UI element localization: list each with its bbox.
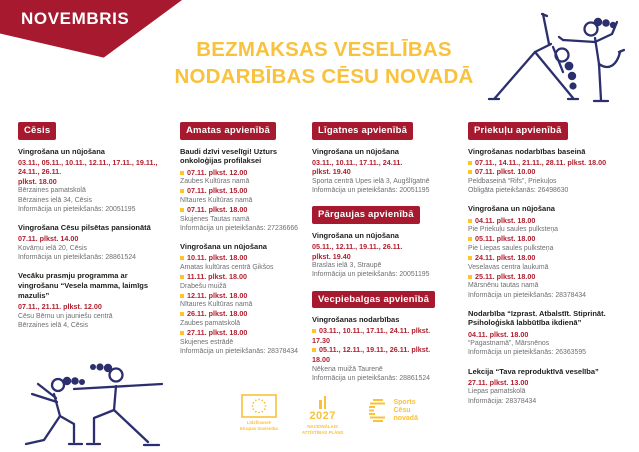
event-venue: Nītaures Kultūras namā bbox=[180, 196, 253, 204]
event-date: 10.11. plkst. 18.00 bbox=[180, 253, 304, 263]
event-venue: Cēsu Bērnu un jauniešu centrā bbox=[18, 312, 113, 320]
event-date: 03.11., 10.11., 17.11., 24.11. bbox=[312, 157, 403, 167]
square-bullet-icon bbox=[312, 348, 316, 352]
section-header: Pārgaujas apvienībā bbox=[312, 206, 420, 224]
event bbox=[18, 147, 168, 215]
square-bullet-icon bbox=[468, 275, 472, 279]
footer-logos bbox=[240, 394, 418, 435]
event-date: 27.11. plkst. 13.00 bbox=[468, 377, 529, 387]
event bbox=[18, 223, 168, 262]
event-date: 05.11., 12.11., 19.11., 26.11. bbox=[312, 242, 403, 251]
sports-cesu-novada-logo bbox=[367, 397, 418, 425]
event-title: Vingrošana un nūjošana bbox=[312, 230, 399, 240]
square-bullet-icon bbox=[180, 189, 184, 193]
square-bullet-icon bbox=[180, 312, 184, 316]
event-date: 24.11. plkst. 18.00 bbox=[468, 253, 632, 263]
event bbox=[312, 315, 450, 383]
square-bullet-icon bbox=[180, 294, 184, 298]
event-venue: Informācija un pieteikšanās: 20051195 bbox=[312, 271, 430, 279]
event-venue: Braslas ielā 3, Straupē bbox=[312, 262, 382, 270]
event-date: 05.11. plkst. 18.00 bbox=[468, 234, 632, 244]
event-venue: Skujenes estrādē bbox=[180, 338, 234, 346]
ndp-2027-logo bbox=[302, 394, 344, 435]
section bbox=[312, 120, 450, 195]
square-bullet-icon bbox=[468, 170, 472, 174]
event-venue: Informācija un pieteikšanās: 28378434 bbox=[468, 291, 586, 299]
event-venue: Bērzaines ielā 34, Cēsis bbox=[18, 196, 92, 204]
ndp-logo-caption: NACIONĀLAIS ATTĪSTĪBAS PLĀNS bbox=[301, 424, 344, 435]
section bbox=[468, 120, 632, 406]
section-header: Amatas apvienībā bbox=[180, 122, 276, 140]
schedule-column-amatas bbox=[180, 120, 304, 365]
event-title: Vingrošana un nūjošana bbox=[180, 241, 267, 251]
square-bullet-icon bbox=[468, 256, 472, 260]
event-venue: Nēķena muižā Taurenē bbox=[312, 365, 383, 373]
event bbox=[180, 242, 304, 356]
event-date: 07.11. plkst. 15.00 bbox=[180, 186, 304, 196]
exercise-figures-illustration bbox=[16, 354, 168, 452]
section bbox=[312, 289, 450, 383]
event bbox=[18, 271, 168, 330]
section-header: Priekuļu apvienībā bbox=[468, 122, 568, 140]
square-bullet-icon bbox=[312, 329, 316, 333]
event-venue: Informācija un pieteikšanās: 28861524 bbox=[312, 374, 430, 382]
event-date: 07.11. plkst. 10.00 bbox=[468, 167, 632, 177]
event bbox=[312, 231, 450, 280]
event-date: 07.11. plkst. 14.00 bbox=[18, 234, 79, 244]
event-venue: Zaubes pamatskolā bbox=[180, 320, 241, 327]
schedule-column-priekuli bbox=[468, 120, 632, 415]
event-title: Vingrošana un nūjošana bbox=[468, 204, 555, 214]
event-title: Vingrošana Cēsu pilsētas pansionātā bbox=[18, 223, 151, 232]
striped-c-icon bbox=[367, 397, 387, 425]
event-date: 03.11., 10.11., 17.11., 24.11. plkst. 17.30 bbox=[312, 326, 431, 345]
event-venue: Pie Liepas saules pulksteņa bbox=[468, 244, 554, 252]
eu-logo-caption: Līdzfinansē Eiropas Savienība bbox=[240, 420, 278, 431]
section bbox=[312, 204, 450, 279]
section-header: Vecpiebalgas apvienībā bbox=[312, 291, 435, 309]
event-venue: Zaubes Kultūras namā bbox=[180, 178, 250, 186]
section-header: Līgatnes apvienībā bbox=[312, 122, 413, 140]
ndp-bars-icon bbox=[319, 396, 326, 409]
yoga-pose-icon bbox=[483, 2, 633, 106]
section bbox=[180, 120, 304, 356]
event bbox=[468, 204, 632, 299]
event bbox=[468, 309, 632, 358]
square-bullet-icon bbox=[180, 171, 184, 175]
event-date: plkst. 19.40 bbox=[312, 251, 351, 261]
title-line-2: NODARBĪBAS CĒSU NOVADĀ bbox=[174, 64, 474, 88]
event-venue: Drabešu muižā bbox=[180, 282, 227, 290]
eu-flag-icon bbox=[241, 394, 277, 418]
square-bullet-icon bbox=[180, 275, 184, 279]
event-venue: Veselavas centra laukumā bbox=[468, 263, 549, 271]
section-header: Cēsis bbox=[18, 122, 56, 140]
month-label: NOVEMBRIS bbox=[21, 9, 130, 28]
event-date: 03.11., 05.11., 10.11., 12.11., 17.11., 19.11., 24.11., 26.11. bbox=[18, 157, 158, 177]
event bbox=[468, 367, 632, 406]
section bbox=[18, 120, 168, 330]
event-venue: Obligāta pieteikšanās: 26498630 bbox=[468, 187, 569, 195]
eu-cofunded-logo bbox=[240, 394, 278, 431]
sports-logo-text: Sports Cēsu novadā bbox=[393, 398, 418, 423]
ndp-year: 2027 bbox=[309, 410, 336, 422]
event-date: 07.11., 21.11. plkst. 12.00 bbox=[18, 301, 102, 311]
event-date: 26.11. plkst. 18.00 bbox=[180, 309, 304, 319]
event-date: 04.11. plkst. 18.00 bbox=[468, 329, 529, 339]
event-venue: Informācija un pieteikšanās: 28378434 bbox=[180, 347, 298, 355]
event-venue: Pie Priekuļu saules pulksteņa bbox=[468, 226, 559, 234]
square-bullet-icon bbox=[180, 256, 184, 260]
event-venue: Mārsnēnu tautas namā bbox=[468, 282, 539, 290]
event-title: Vingrošanas nodarbības bbox=[312, 315, 400, 324]
event-title: Nodarbība “Izprast. Atbalstīt. Stiprināt. Psiholoģiskā labbūtība ikdienā” bbox=[468, 308, 606, 328]
event-venue: Peldbaseinā “Rifs”, Priekuļos bbox=[468, 177, 557, 185]
event-venue: Informācija: 28378434 bbox=[468, 397, 537, 405]
event-venue: Bērzaines ielā 4, Cēsis bbox=[18, 321, 89, 329]
event-title: Lekcija “Tava reproduktīvā veselība” bbox=[468, 366, 599, 376]
event-venue: Informācija un pieteikšanās: 27236666 bbox=[180, 224, 298, 232]
event-title: Vingrošanas nodarbības baseinā bbox=[468, 146, 586, 156]
event bbox=[180, 147, 304, 233]
event-title: Baudi dzīvi veselīgi! Uzturs onkoloģijas profilaksei bbox=[180, 146, 278, 166]
event-venue: Informācija un pieteikšanās: 20051195 bbox=[312, 187, 430, 195]
event-venue: Amatas kultūras centrā Ģikšos bbox=[180, 263, 274, 271]
event-date: 11.11. plkst. 18.00 bbox=[180, 272, 304, 282]
event-title: Vingrošana un nūjošana bbox=[312, 146, 399, 156]
event-date: 07.11., 14.11., 21.11., 28.11. plkst. 18.00 bbox=[468, 158, 632, 168]
event bbox=[468, 147, 632, 196]
event-date: plkst. 18.00 bbox=[18, 176, 57, 186]
event-date: 05.11., 12.11., 19.11., 26.11. plkst. 18.00 bbox=[312, 345, 431, 364]
event-date: 07.11. plkst. 12.00 bbox=[180, 168, 304, 178]
event-date: 12.11. plkst. 18.00 bbox=[180, 291, 304, 301]
event-title: Vingrošana un nūjošana bbox=[18, 146, 105, 156]
square-bullet-icon bbox=[180, 208, 184, 212]
schedule-column-cesis bbox=[18, 120, 168, 339]
event-venue: Nītaures Kultūras namā bbox=[180, 301, 253, 309]
event-title: Vecāku prasmju programma ar vingrošanu “Vesela mamma, laimīgs mazulis” bbox=[18, 271, 149, 300]
title-line-1: BEZMAKSAS VESELĪBAS bbox=[196, 38, 452, 61]
event-date: 04.11. plkst. 18.00 bbox=[468, 216, 632, 226]
event-date: plkst. 19.40 bbox=[312, 167, 351, 177]
event-venue: Informācija un pieteikšanās: 20051195 bbox=[18, 205, 136, 213]
square-bullet-icon bbox=[468, 161, 472, 165]
event-venue: “Pagastnamā”, Mārsnēnos bbox=[468, 340, 550, 348]
event-date: 27.11. plkst. 18.00 bbox=[180, 328, 304, 338]
event-venue: Informācija un pieteikšanās: 26363595 bbox=[468, 349, 586, 357]
square-bullet-icon bbox=[468, 237, 472, 241]
square-bullet-icon bbox=[180, 331, 184, 335]
event-venue: Informācija un pieteikšanās: 28861524 bbox=[18, 254, 136, 261]
warrior-pose-icon bbox=[16, 354, 168, 450]
page-title bbox=[138, 37, 510, 90]
event-venue: Bērzaines pamatskolā bbox=[18, 187, 86, 195]
event-venue: Kovārņu ielā 20, Cēsis bbox=[18, 244, 87, 252]
event-venue: Skujenes Tautas namā bbox=[180, 215, 250, 223]
event-date: 25.11. plkst. 18.00 bbox=[468, 272, 632, 282]
square-bullet-icon bbox=[468, 219, 472, 223]
schedule-column-ligatnes-pargaujas-vecpiebalgas bbox=[312, 120, 450, 392]
event-date: 07.11. plkst. 18.00 bbox=[180, 205, 304, 215]
event bbox=[312, 147, 450, 196]
event-venue: Sporta centrā Upes ielā 3, Augšlīgatnē bbox=[312, 177, 430, 185]
yoga-figures-illustration bbox=[483, 2, 633, 111]
event-venue: Liepas pamatskolā bbox=[468, 388, 526, 396]
